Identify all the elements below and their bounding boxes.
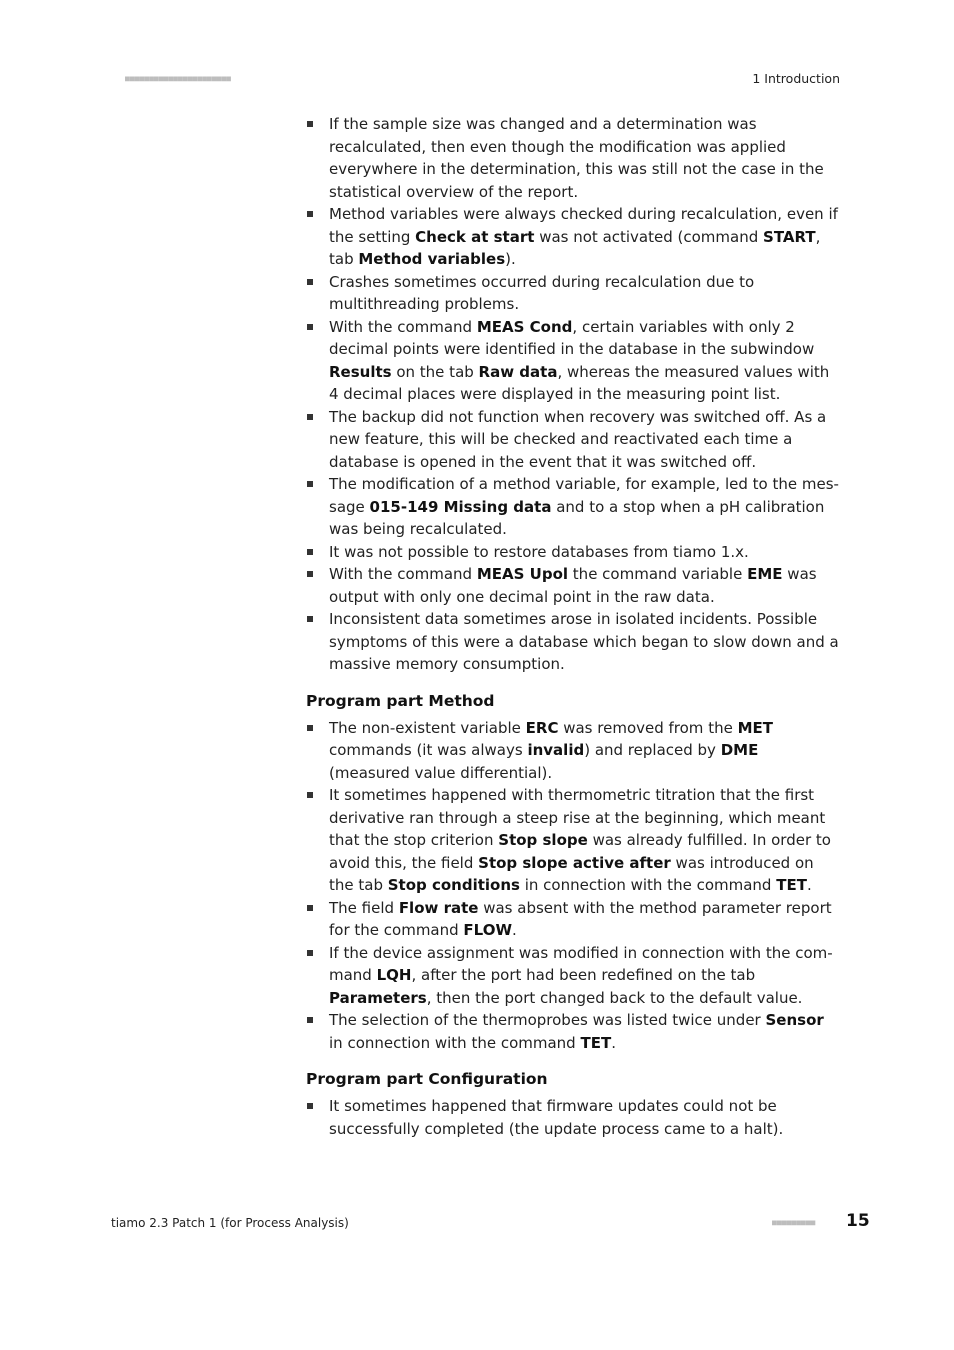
text-run: If the sample size was changed and a determination was recalculated, then even though the modification was applied everywhere in the determination, this was still not the case in the statistical overview of the report. bbox=[329, 115, 824, 201]
bullet-list-general bbox=[306, 113, 842, 676]
text-run: ). bbox=[505, 250, 516, 268]
list-item bbox=[306, 1009, 842, 1054]
footer-document-title: tiamo 2.3 Patch 1 (for Process Analysis) bbox=[111, 1216, 349, 1230]
bold-term: Parameters bbox=[329, 988, 427, 1007]
bullet-square-icon bbox=[307, 1017, 313, 1023]
bold-term: MEAS Cond bbox=[476, 317, 573, 336]
text-run: was already fulfilled. In order to avoid this, the field bbox=[329, 831, 831, 872]
text-run: Crashes sometimes occurred during recalculation due to multithreading problems. bbox=[329, 272, 755, 313]
text-run: The backup did not function when recovery was switched off. As a new feature, this will be checked and reactivated each time a database is opened in the event that it was switched off. bbox=[329, 407, 827, 471]
bold-term: Stop slope active after bbox=[478, 853, 671, 872]
text-run: The field bbox=[329, 898, 399, 917]
text-run: , tab bbox=[329, 227, 821, 268]
list-item bbox=[306, 203, 842, 271]
text-run: , after the port had been redefined on the tab bbox=[411, 966, 756, 984]
text-run: in connection with the command bbox=[519, 876, 777, 894]
bullet-list-method bbox=[306, 717, 842, 1055]
text-run: on the tab bbox=[391, 362, 479, 381]
text-run: in connection with the command bbox=[329, 1033, 581, 1052]
bullet-square-icon bbox=[307, 481, 313, 487]
text-run: was absent with the method parameter report for the command bbox=[329, 898, 832, 939]
text-run: The selection of the thermoprobes was listed twice under bbox=[329, 1011, 766, 1029]
bold-term: Flow rate bbox=[398, 898, 479, 917]
bullet-square-icon bbox=[307, 571, 313, 577]
bullet-square-icon bbox=[307, 549, 313, 555]
bold-term: Check at start bbox=[415, 227, 535, 246]
bold-term: Sensor bbox=[765, 1011, 824, 1029]
bullet-square-icon bbox=[307, 950, 313, 956]
bold-term: TET bbox=[776, 876, 807, 894]
bold-term: FLOW bbox=[463, 921, 512, 939]
bullet-square-icon bbox=[307, 121, 313, 127]
bullet-square-icon bbox=[307, 414, 313, 420]
bullet-square-icon bbox=[307, 279, 313, 285]
text-run: was output with only one decimal point in the raw data. bbox=[329, 565, 817, 606]
text-run: and to a stop when a pH calibration was being recalculated. bbox=[329, 497, 825, 538]
text-run: was introduced on the tab bbox=[329, 853, 814, 894]
bullet-square-icon bbox=[307, 211, 313, 217]
bold-term: START bbox=[763, 227, 816, 246]
text-run: It sometimes happened with thermometric titration that the first derivative ran through a steep rise at the beginning, which meant that the stop criterion bbox=[329, 786, 826, 849]
heading-program-part-configuration: Program part Configuration bbox=[306, 1070, 548, 1088]
bold-term: Method variables bbox=[358, 250, 506, 268]
text-run: With the command bbox=[329, 565, 477, 583]
list-item bbox=[306, 563, 842, 608]
text-run: the command variable bbox=[568, 565, 748, 583]
bold-term: Results bbox=[329, 362, 392, 381]
text-run: With the command bbox=[329, 317, 477, 336]
bold-term: MET bbox=[737, 718, 773, 737]
main-content bbox=[306, 113, 842, 1140]
text-run: was removed from the bbox=[558, 718, 738, 737]
text-run: commands (it was always bbox=[329, 741, 528, 759]
bold-term: TET bbox=[580, 1033, 612, 1052]
list-item bbox=[306, 541, 842, 564]
bold-term: ERC bbox=[525, 718, 559, 737]
list-item bbox=[306, 473, 842, 541]
bullet-square-icon bbox=[307, 905, 313, 911]
text-run: Inconsistent data sometimes arose in isolated incidents. Possible symptoms of this were a database which began to slow down and a massive memory consumption. bbox=[329, 610, 839, 673]
bullet-square-icon bbox=[307, 324, 313, 330]
list-item bbox=[306, 113, 842, 203]
text-run: It sometimes happened that firmware updates could not be successfully completed (the update process came to a halt). bbox=[329, 1097, 784, 1138]
footer-dots: ■■■■■■■■■ bbox=[772, 1218, 816, 1227]
header-dots: ■■■■■■■■■■■■■■■■■■■■■■ bbox=[125, 74, 231, 83]
page-number: 15 bbox=[846, 1211, 870, 1231]
text-run: The non-existent variable bbox=[329, 718, 526, 737]
text-run: (measured value differential). bbox=[329, 763, 553, 782]
text-run: . bbox=[806, 876, 812, 894]
text-run: , certain variables with only 2 decimal points were identified in the database in the subwindow bbox=[329, 317, 815, 358]
bold-term: 015-149 Missing data bbox=[369, 497, 552, 516]
bullet-square-icon bbox=[307, 725, 313, 731]
bold-term: Raw data bbox=[478, 362, 558, 381]
bullet-square-icon bbox=[307, 792, 313, 798]
text-run: . bbox=[512, 921, 517, 939]
list-item bbox=[306, 316, 842, 406]
bold-term: Stop slope bbox=[498, 831, 588, 849]
list-item bbox=[306, 942, 842, 1010]
text-run: was not activated (command bbox=[534, 227, 764, 246]
bold-term: LQH bbox=[376, 966, 412, 984]
list-item bbox=[306, 717, 842, 785]
list-item bbox=[306, 271, 842, 316]
list-item bbox=[306, 406, 842, 474]
text-run: , whereas the measured values with 4 decimal places were displayed in the measuring point list. bbox=[329, 362, 830, 403]
bold-term: DME bbox=[720, 741, 759, 759]
text-run: . bbox=[611, 1033, 616, 1052]
text-run: Method variables were always checked during recalculation, even if the setting bbox=[329, 205, 838, 246]
list-item bbox=[306, 1095, 842, 1140]
bold-term: Stop conditions bbox=[387, 876, 520, 894]
list-item bbox=[306, 897, 842, 942]
list-item bbox=[306, 608, 842, 676]
list-item bbox=[306, 784, 842, 897]
text-run: , then the port changed back to the default value. bbox=[426, 988, 803, 1007]
text-run: It was not possible to restore databases from tiamo 1.x. bbox=[329, 542, 749, 561]
bold-term: EME bbox=[747, 565, 783, 583]
bullet-square-icon bbox=[307, 616, 313, 622]
text-run: ) and replaced by bbox=[584, 741, 721, 759]
bold-term: MEAS Upol bbox=[476, 565, 569, 583]
heading-program-part-method: Program part Method bbox=[306, 691, 495, 710]
text-run: The modification of a method variable, for example, led to the message bbox=[329, 475, 839, 516]
bullet-list-configuration bbox=[306, 1095, 842, 1140]
text-run: If the device assignment was modified in connection with the command bbox=[329, 943, 833, 984]
bold-term: invalid bbox=[527, 741, 585, 759]
bullet-square-icon bbox=[307, 1103, 313, 1109]
header-section-title: 1 Introduction bbox=[752, 71, 840, 86]
